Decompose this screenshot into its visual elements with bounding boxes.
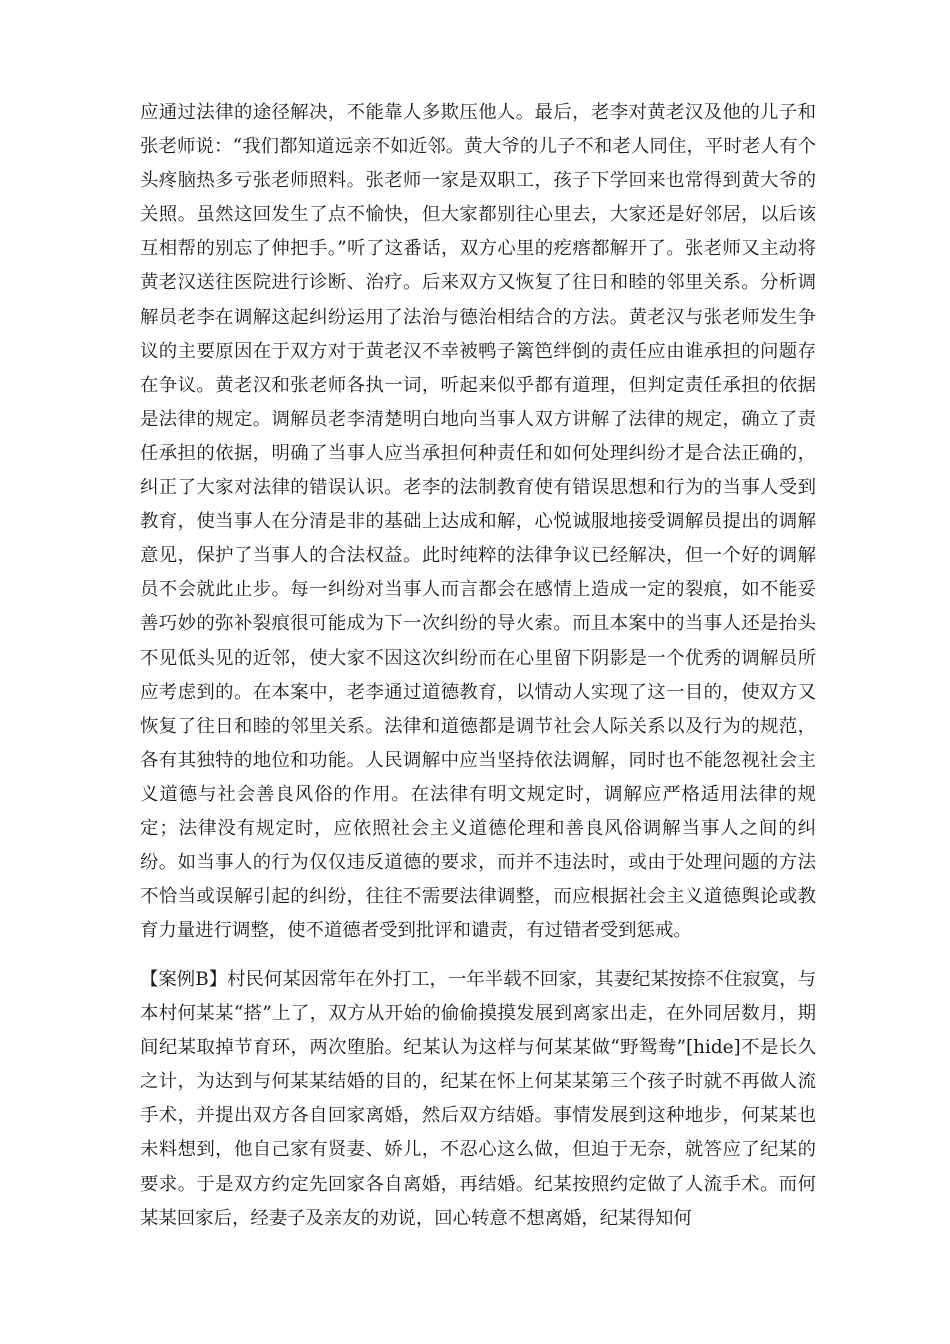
- body-paragraph-mediation-analysis: 应通过法律的途径解决，不能靠人多欺压他人。最后，老李对黄老汉及他的儿子和张老师说：“我们都知道远亲不如近邻。黄大爷的儿子不和老人同住，平时老人有个头疼脑热多亏张老师照料。张老师一家是双职工，孩子下学回来也常得到黄大爷的关照。虽然这回发生了点不愉快，但大家都别往心里去，大家还是好邻居，以后该互相帮的别忘了伸把手。”听了这番话，双方心里的疙瘩都解开了。张老师又主动将黄老汉送往医院进行诊断、治疗。后来双方又恢复了往日和睦的邻里关系。分析调解员老李在调解这起纠纷运用了法治与德治相结合的方法。黄老汉与张老师发生争议的主要原因在于双方对于黄老汉不幸被鸭子篱笆绊倒的责任应由谁承担的问题存在争议。黄老汉和张老师各执一词，听起来似乎都有道理，但判定责任承担的依据是法律的规定。调解员老李清楚明白地向当事人双方讲解了法律的规定，确立了责任承担的依据，明确了当事人应当承担何种责任和如何处理纠纷才是合法正确的，纠正了大家对法律的错误认识。老李的法制教育使有错误思想和行为的当事人受到教育，使当事人在分清是非的基础上达成和解，心悦诚服地接受调解员提出的调解意见，保护了当事人的合法权益。此时纯粹的法律争议已经解决，但一个好的调解员不会就此止步。每一纠纷对当事人而言都会在感情上造成一定的裂痕，如不能妥善巧妙的弥补裂痕很可能成为下一次纠纷的导火索。而且本案中的当事人还是抬头不见低头见的近邻，使大家不因这次纠纷而在心里留下阴影是一个优秀的调解员所应考虑到的。在本案中，老李通过道德教育，以情动人实现了这一目的，使双方又恢复了往日和睦的邻里关系。法律和道德都是调节社会人际关系以及行为的规范，各有其独特的地位和功能。人民调解中应当坚持依法调解，同时也不能忽视社会主义道德与社会善良风俗的作用。在法律有明文规定时，调解应严格适用法律的规定；法律没有规定时，应依照社会主义道德伦理和善良风俗调解当事人之间的纠纷。如当事人的行为仅仅违反道德的要求，而并不违法时，或由于处理问题的方法不恰当或误解引起的纠纷，往往不需要法律调整，而应根据社会主义道德舆论或教育力量进行调整，使不道德者受到批评和谴责，有过错者受到惩戒。: [140, 102, 816, 942]
- body-paragraph-case-b: 【案例B】村民何某因常年在外打工，一年半载不回家，其妻纪某按捺不住寂寞，与本村何某某“搭”上了，双方从开始的偷偷摸摸发展到离家出走，在外同居数月，期间纪某取掉节育环，两次堕胎。纪某认为这样与何某某做“野鸳鸯”[hide]不是长久之计，为达到与何某某结婚的目的，纪某在怀上何某某第三个孩子时就不再做人流手术，并提出双方各自回家离婚，然后双方结婚。事情发展到这种地步，何某某也未料想到，他自己家有贤妻、娇儿，不忍心这么做，但迫于无奈，就答应了纪某的要求。于是双方约定先回家各自离婚，再结婚。纪某按照约定做了人流手术。而何某某回家后，经妻子及亲友的劝说，回心转意不想离婚，纪某得知何: [140, 969, 816, 1229]
